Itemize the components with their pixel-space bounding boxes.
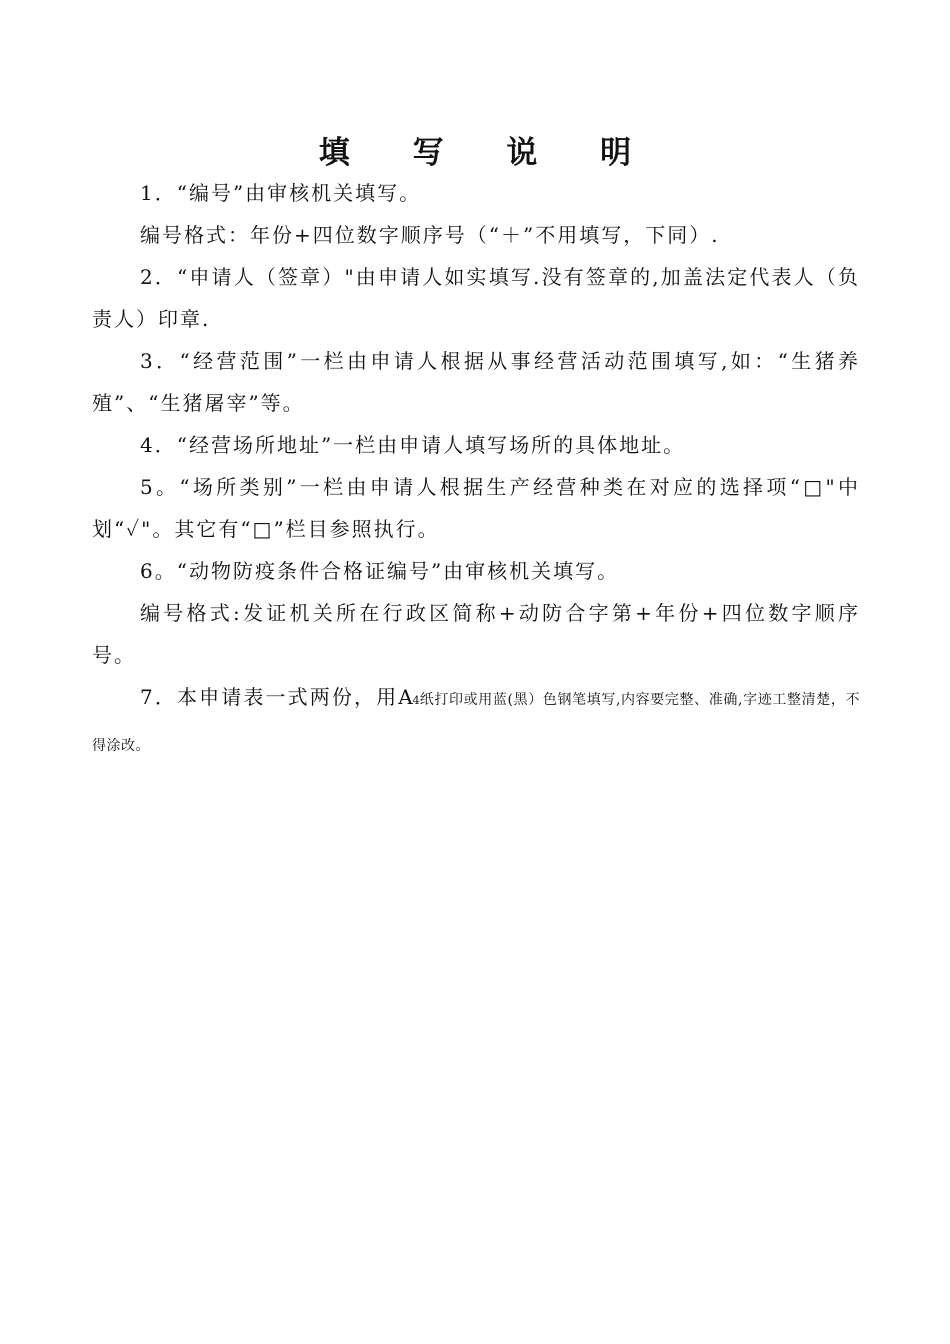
paper-size-label — [398, 685, 419, 709]
instruction-item-7 — [92, 676, 860, 767]
paper-size-letter: A — [398, 685, 413, 709]
paper-size-number: 4 — [412, 694, 420, 707]
instruction-item-1-format: 编号格式：年份+四位数字顺序号（“＋”不用填写，下同）. — [140, 223, 720, 247]
instruction-item-3: 3．“经营范围”一栏由申请人根据从事经营活动范围填写,如：“生猪养殖”、“生猪屠宰”等。 — [92, 349, 860, 415]
instruction-item-2: 2．“申请人（签章）"由申请人如实填写.没有签章的,加盖法定代表人（负责人）印章. — [92, 265, 860, 331]
instruction-item-1: 1．“编号”由审核机关填写。 — [140, 181, 422, 205]
page-title: 填 写 说 明 — [318, 135, 658, 171]
instruction-item-7-tail: 纸打印或用蓝(黑）色钢笔填写,内容要完整、准确,字迹工整清楚，不得涂改。 — [92, 692, 860, 754]
instruction-item-6-format: 编号格式:发证机关所在行政区简称+动防合字第+年份+四位数字顺序号。 — [92, 601, 860, 667]
instruction-item-4: 4．“经营场所地址”一栏由申请人填写场所的具体地址。 — [140, 433, 686, 457]
instruction-item-7-lead: 7．本申请表一式两份，用 — [140, 685, 399, 709]
instruction-item-5: 5。“场所类别”一栏由申请人根据生产经营种类在对应的选择项“□"中划“✓"。其它有“□”栏目参照执行。 — [92, 475, 860, 541]
instruction-item-6: 6。“动物防疫条件合格证编号”由审核机关填写。 — [140, 559, 620, 583]
instructions-body — [92, 172, 860, 767]
